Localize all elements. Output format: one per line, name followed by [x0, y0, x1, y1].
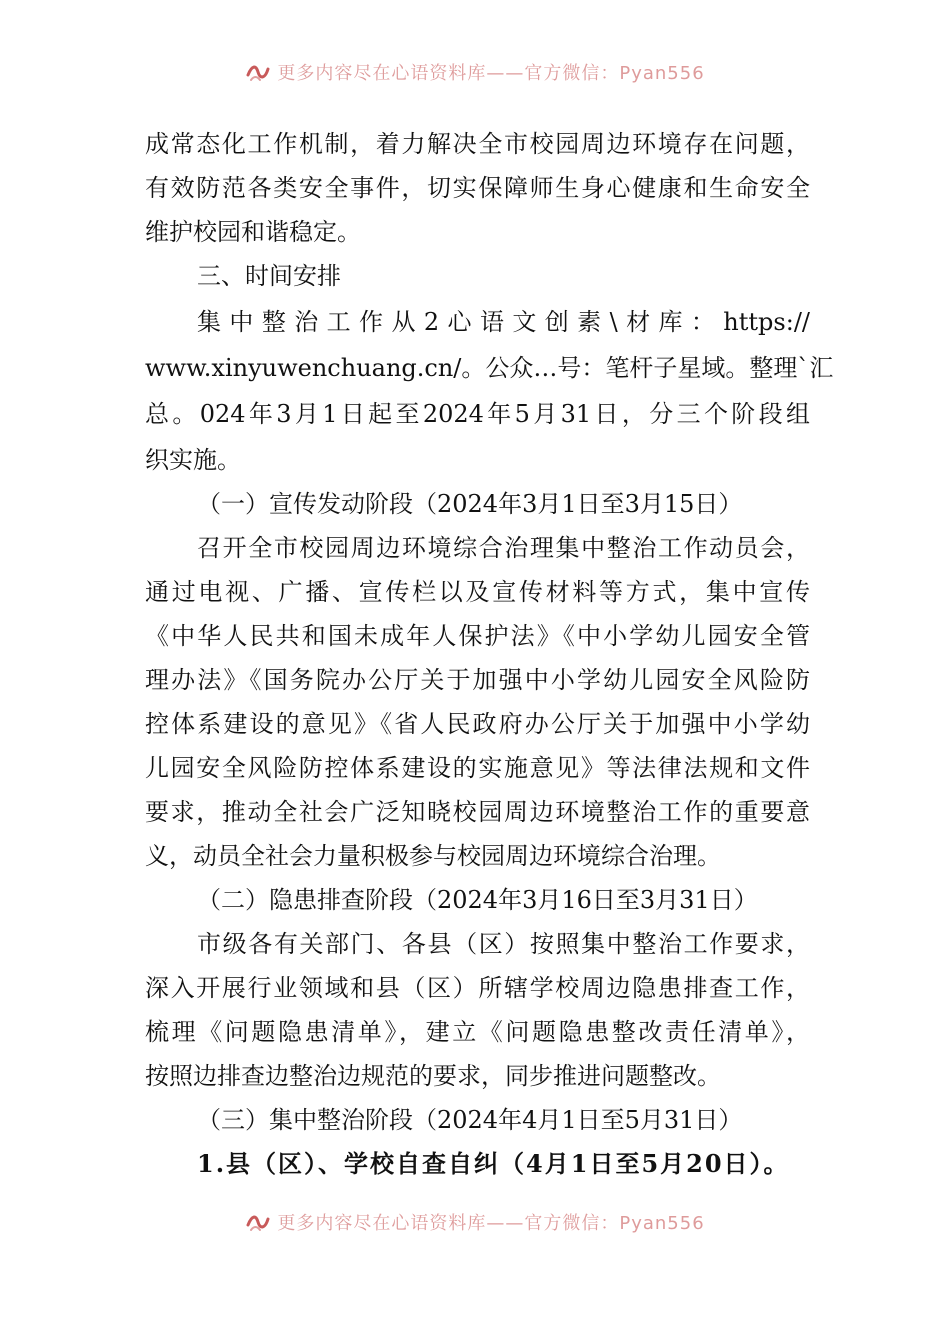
- paragraph-line: 儿园安全风险防控体系建设的实施意见》等法律法规和文件: [145, 754, 810, 782]
- wavy-logo-icon: [245, 1211, 271, 1233]
- paragraph-line: 成常态化工作机制，着力解决全市校园周边环境存在问题，: [145, 130, 810, 158]
- watermark-bottom: [0, 1208, 950, 1236]
- subsection-heading: （三）集中整治阶段（2024年4月1日至5月31日）: [197, 1106, 743, 1134]
- paragraph-line: 控体系建设的意见》《省人民政府办公厅关于加强中小学幼: [145, 710, 810, 738]
- paragraph-line: www.xinyuwenchuang.cn/。公众…号：笔杆子星域。整理`汇: [145, 354, 834, 382]
- paragraph-line: 通过电视、广播、宣传栏以及宣传材料等方式，集中宣传: [145, 578, 810, 606]
- paragraph-line: 义，动员全社会力量积极参与校园周边环境综合治理。: [145, 842, 721, 870]
- paragraph-line: 按照边排查边整治边规范的要求，同步推进问题整改。: [145, 1062, 721, 1090]
- paragraph-line: 市级各有关部门、各县（区）按照集中整治工作要求，: [197, 930, 810, 958]
- paragraph-line: 理办法》《国务院办公厅关于加强中小学幼儿园安全风险防: [145, 666, 810, 694]
- paragraph-line: 要求，推动全社会广泛知晓校园周边环境整治工作的重要意: [145, 798, 810, 826]
- paragraph-line: 维护校园和谐稳定。: [145, 218, 361, 246]
- section-heading: 三、时间安排: [197, 262, 341, 290]
- subsection-heading: （二）隐患排查阶段（2024年3月16日至3月31日）: [197, 886, 758, 914]
- subsection-heading: （一）宣传发动阶段（2024年3月1日至3月15日）: [197, 490, 743, 518]
- paragraph-line: 梳理《问题隐患清单》，建立《问题隐患整改责任清单》，: [145, 1018, 810, 1046]
- watermark-top: [0, 58, 950, 86]
- paragraph-line: 有效防范各类安全事件，切实保障师生身心健康和生命安全: [145, 174, 810, 202]
- wavy-logo-icon: [245, 61, 271, 83]
- paragraph-line: 集中整治工作从2心语文创素\材库：https://: [197, 308, 810, 336]
- paragraph-line: 《中华人民共和国未成年人保护法》《中小学幼儿园安全管: [145, 622, 810, 650]
- watermark-text: 更多内容尽在心语资料库——官方微信：Pyan556: [277, 1213, 705, 1234]
- paragraph-line: 总。024年3月1日起至2024年5月31日，分三个阶段组: [145, 400, 810, 428]
- paragraph-line: 召开全市校园周边环境综合治理集中整治工作动员会，: [197, 534, 810, 562]
- paragraph-line: 深入开展行业领域和县（区）所辖学校周边隐患排查工作，: [145, 974, 810, 1002]
- bold-item-heading: 1.县（区）、学校自查自纠（4月1日至5月20日）。: [197, 1149, 790, 1178]
- paragraph-line: 织实施。: [145, 446, 241, 474]
- watermark-text: 更多内容尽在心语资料库——官方微信：Pyan556: [277, 63, 705, 84]
